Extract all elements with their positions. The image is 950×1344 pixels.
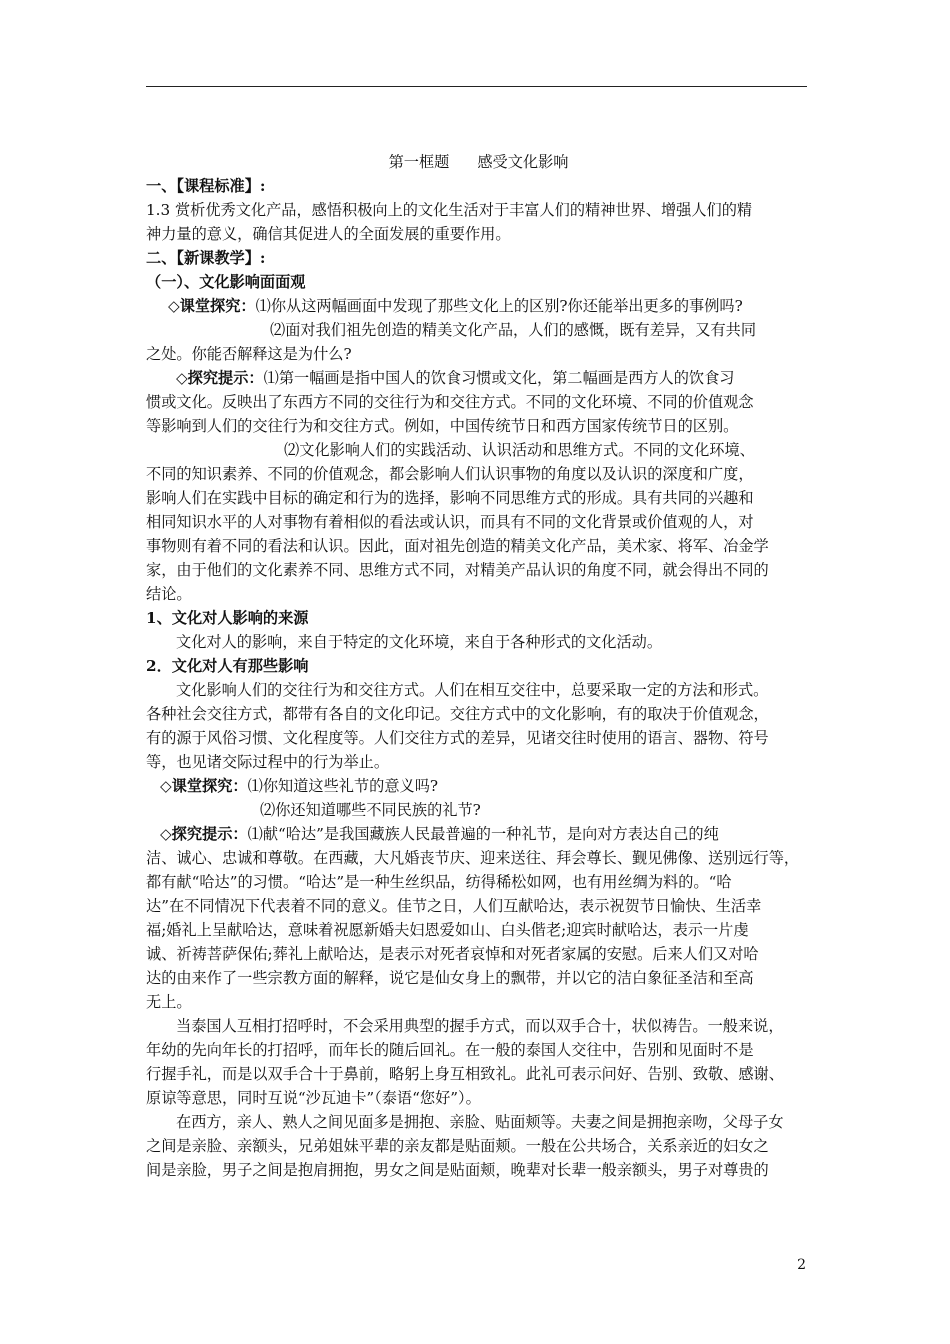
hint-line: 无上。 [146, 993, 192, 1011]
title-part1: 第一框题 [388, 153, 450, 171]
point-text: 文化对人的影响，来自于特定的文化环境，来自于各种形式的文化活动。 [176, 633, 662, 651]
explore-question-line: ⑵你还知道哪些不同民族的礼节? [260, 801, 481, 819]
title-part2: 感受文化影响 [477, 153, 569, 171]
hint-line [146, 366, 811, 390]
point-text: 文化影响人们的交往行为和交往方式。人们在相互交往中，总要采取一定的方法和形式。 [176, 681, 769, 699]
hint-line: 事物则有着不同的看法和认识。因此，面对祖先创造的精美文化产品，美术家、将军、冶金学 [146, 537, 769, 555]
explore-label: ◇课堂探究： [168, 297, 256, 315]
hint-line: 达的由来作了一些宗教方面的解释，说它是仙女身上的飘带，并以它的洁白象征圣洁和至高 [146, 969, 754, 987]
hint-line: 等影响到人们的交往行为和交往方式。例如，中国传统节日和西方国家传统节日的区别。 [146, 417, 739, 435]
hint-label: ◇探究提示： [176, 369, 264, 387]
hint-line: 惯或文化。反映出了东西方不同的交往行为和交往方式。不同的文化环境、不同的价值观念 [146, 393, 754, 411]
curriculum-text-line: 神力量的意义，确信其促进人的全面发展的重要作用。 [146, 225, 511, 243]
explore-label: ◇课堂探究： [160, 777, 248, 795]
page-number: 2 [797, 1257, 806, 1273]
page-title [146, 150, 811, 174]
paragraph-line: 行握手礼，而是以双手合十于鼻前，略躬上身互相致礼。此礼可表示问好、告别、致敬、感谢、 [146, 1065, 784, 1083]
point-heading: 2．文化对人有那些影响 [146, 657, 309, 675]
hint-text: ⑴献“哈达”是我国藏族人民最普遍的一种礼节，是向对方表达自己的纯 [247, 825, 719, 843]
hint-label: ◇探究提示： [160, 825, 248, 843]
curriculum-text-line: 1.3 赏析优秀文化产品，感悟积极向上的文化生活对于丰富人们的精神世界、增强人们的精 [146, 201, 753, 219]
explore-question: ⑴你从这两幅画面中发现了那些文化上的区别?你还能举出更多的事例吗? [255, 297, 743, 315]
hint-text: ⑴第一幅画是指中国人的饮食习惯或文化，第二幅画是西方人的饮食习 [263, 369, 735, 387]
paragraph-line: 年幼的先向年长的打招呼，而年长的随后回礼。在一般的泰国人交往中，告别和见面时不是 [146, 1041, 754, 1059]
subsection-heading: （一）、文化影响面面观 [146, 273, 306, 291]
paragraph-line: 间是亲脸，男子之间是抱肩拥抱，男女之间是贴面颊，晚辈对长辈一般亲额头，男子对尊贵的 [146, 1161, 769, 1179]
explore-question-line [146, 294, 811, 318]
explore-question: ⑴你知道这些礼节的意义吗? [247, 777, 439, 795]
document-body [146, 150, 811, 1182]
hint-line [146, 822, 811, 846]
hint-line: ⑵文化影响人们的实践活动、认识活动和思维方式。不同的文化环境、 [284, 441, 755, 459]
point-text: 等，也见诸交际过程中的行为举止。 [146, 753, 389, 771]
header-rule [146, 86, 807, 87]
point-heading: 1、文化对人影响的来源 [146, 609, 309, 627]
hint-line: 福;婚礼上呈献哈达，意味着祝愿新婚夫妇恩爱如山、白头偕老;迎宾时献哈达，表示一片虔 [146, 921, 749, 939]
explore-question-line [146, 774, 811, 798]
hint-line: 洁、诚心、忠诚和尊敬。在西藏，大凡婚丧节庆、迎来送往、拜会尊长、觐见佛像、送别远行等， [146, 849, 800, 867]
section-heading-new-lesson: 二、【新课教学】: [146, 249, 266, 267]
point-text: 有的源于风俗习惯、文化程度等。人们交往方式的差异，见诸交往时使用的语言、器物、符号 [146, 729, 769, 747]
paragraph-line: 之间是亲脸、亲额头，兄弟姐妹平辈的亲友都是贴面颊。一般在公共场合，关系亲近的妇女之 [146, 1137, 769, 1155]
explore-question-line: ⑵面对我们祖先创造的精美文化产品，人们的感慨，既有差异，又有共同 [270, 321, 756, 339]
hint-line: 影响人们在实践中目标的确定和行为的选择，影响不同思维方式的形成。具有共同的兴趣和 [146, 489, 754, 507]
paragraph-line: 当泰国人互相打招呼时，不会采用典型的握手方式，而以双手合十，状似祷告。一般来说， [176, 1017, 784, 1035]
paragraph-line: 原谅等意思，同时互说“沙瓦迪卡”（泰语“您好”）。 [146, 1089, 481, 1107]
section-heading-curriculum: 一、【课程标准】: [146, 177, 266, 195]
point-text: 各种社会交往方式，都带有各自的文化印记。交往方式中的文化影响，有的取决于价值观念， [146, 705, 769, 723]
hint-line: 家，由于他们的文化素养不同、思维方式不同，对精美产品认识的角度不同，就会得出不同的 [146, 561, 769, 579]
explore-question-line: 之处。你能否解释这是为什么? [146, 345, 352, 363]
hint-line: 达”在不同情况下代表着不同的意义。佳节之日，人们互献哈达，表示祝贺节日愉快、生活幸 [146, 897, 762, 915]
hint-line: 不同的知识素养、不同的价值观念，都会影响人们认识事物的角度以及认识的深度和广度， [146, 465, 754, 483]
hint-line: 结论。 [146, 585, 192, 603]
hint-line: 诚、祈祷菩萨保佑;葬礼上献哈达，是表示对死者哀悼和对死者家属的安慰。后来人们又对哈 [146, 945, 759, 963]
hint-line: 都有献“哈达”的习惯。“哈达”是一种生丝织品，纺得稀松如网，也有用丝绸为料的。“哈 [146, 873, 732, 891]
paragraph-line: 在西方，亲人、熟人之间见面多是拥抱、亲脸、贴面颊等。夫妻之间是拥抱亲吻，父母子女 [176, 1113, 784, 1131]
hint-line: 相同知识水平的人对事物有着相似的看法或认识，而具有不同的文化背景或价值观的人，对 [146, 513, 754, 531]
